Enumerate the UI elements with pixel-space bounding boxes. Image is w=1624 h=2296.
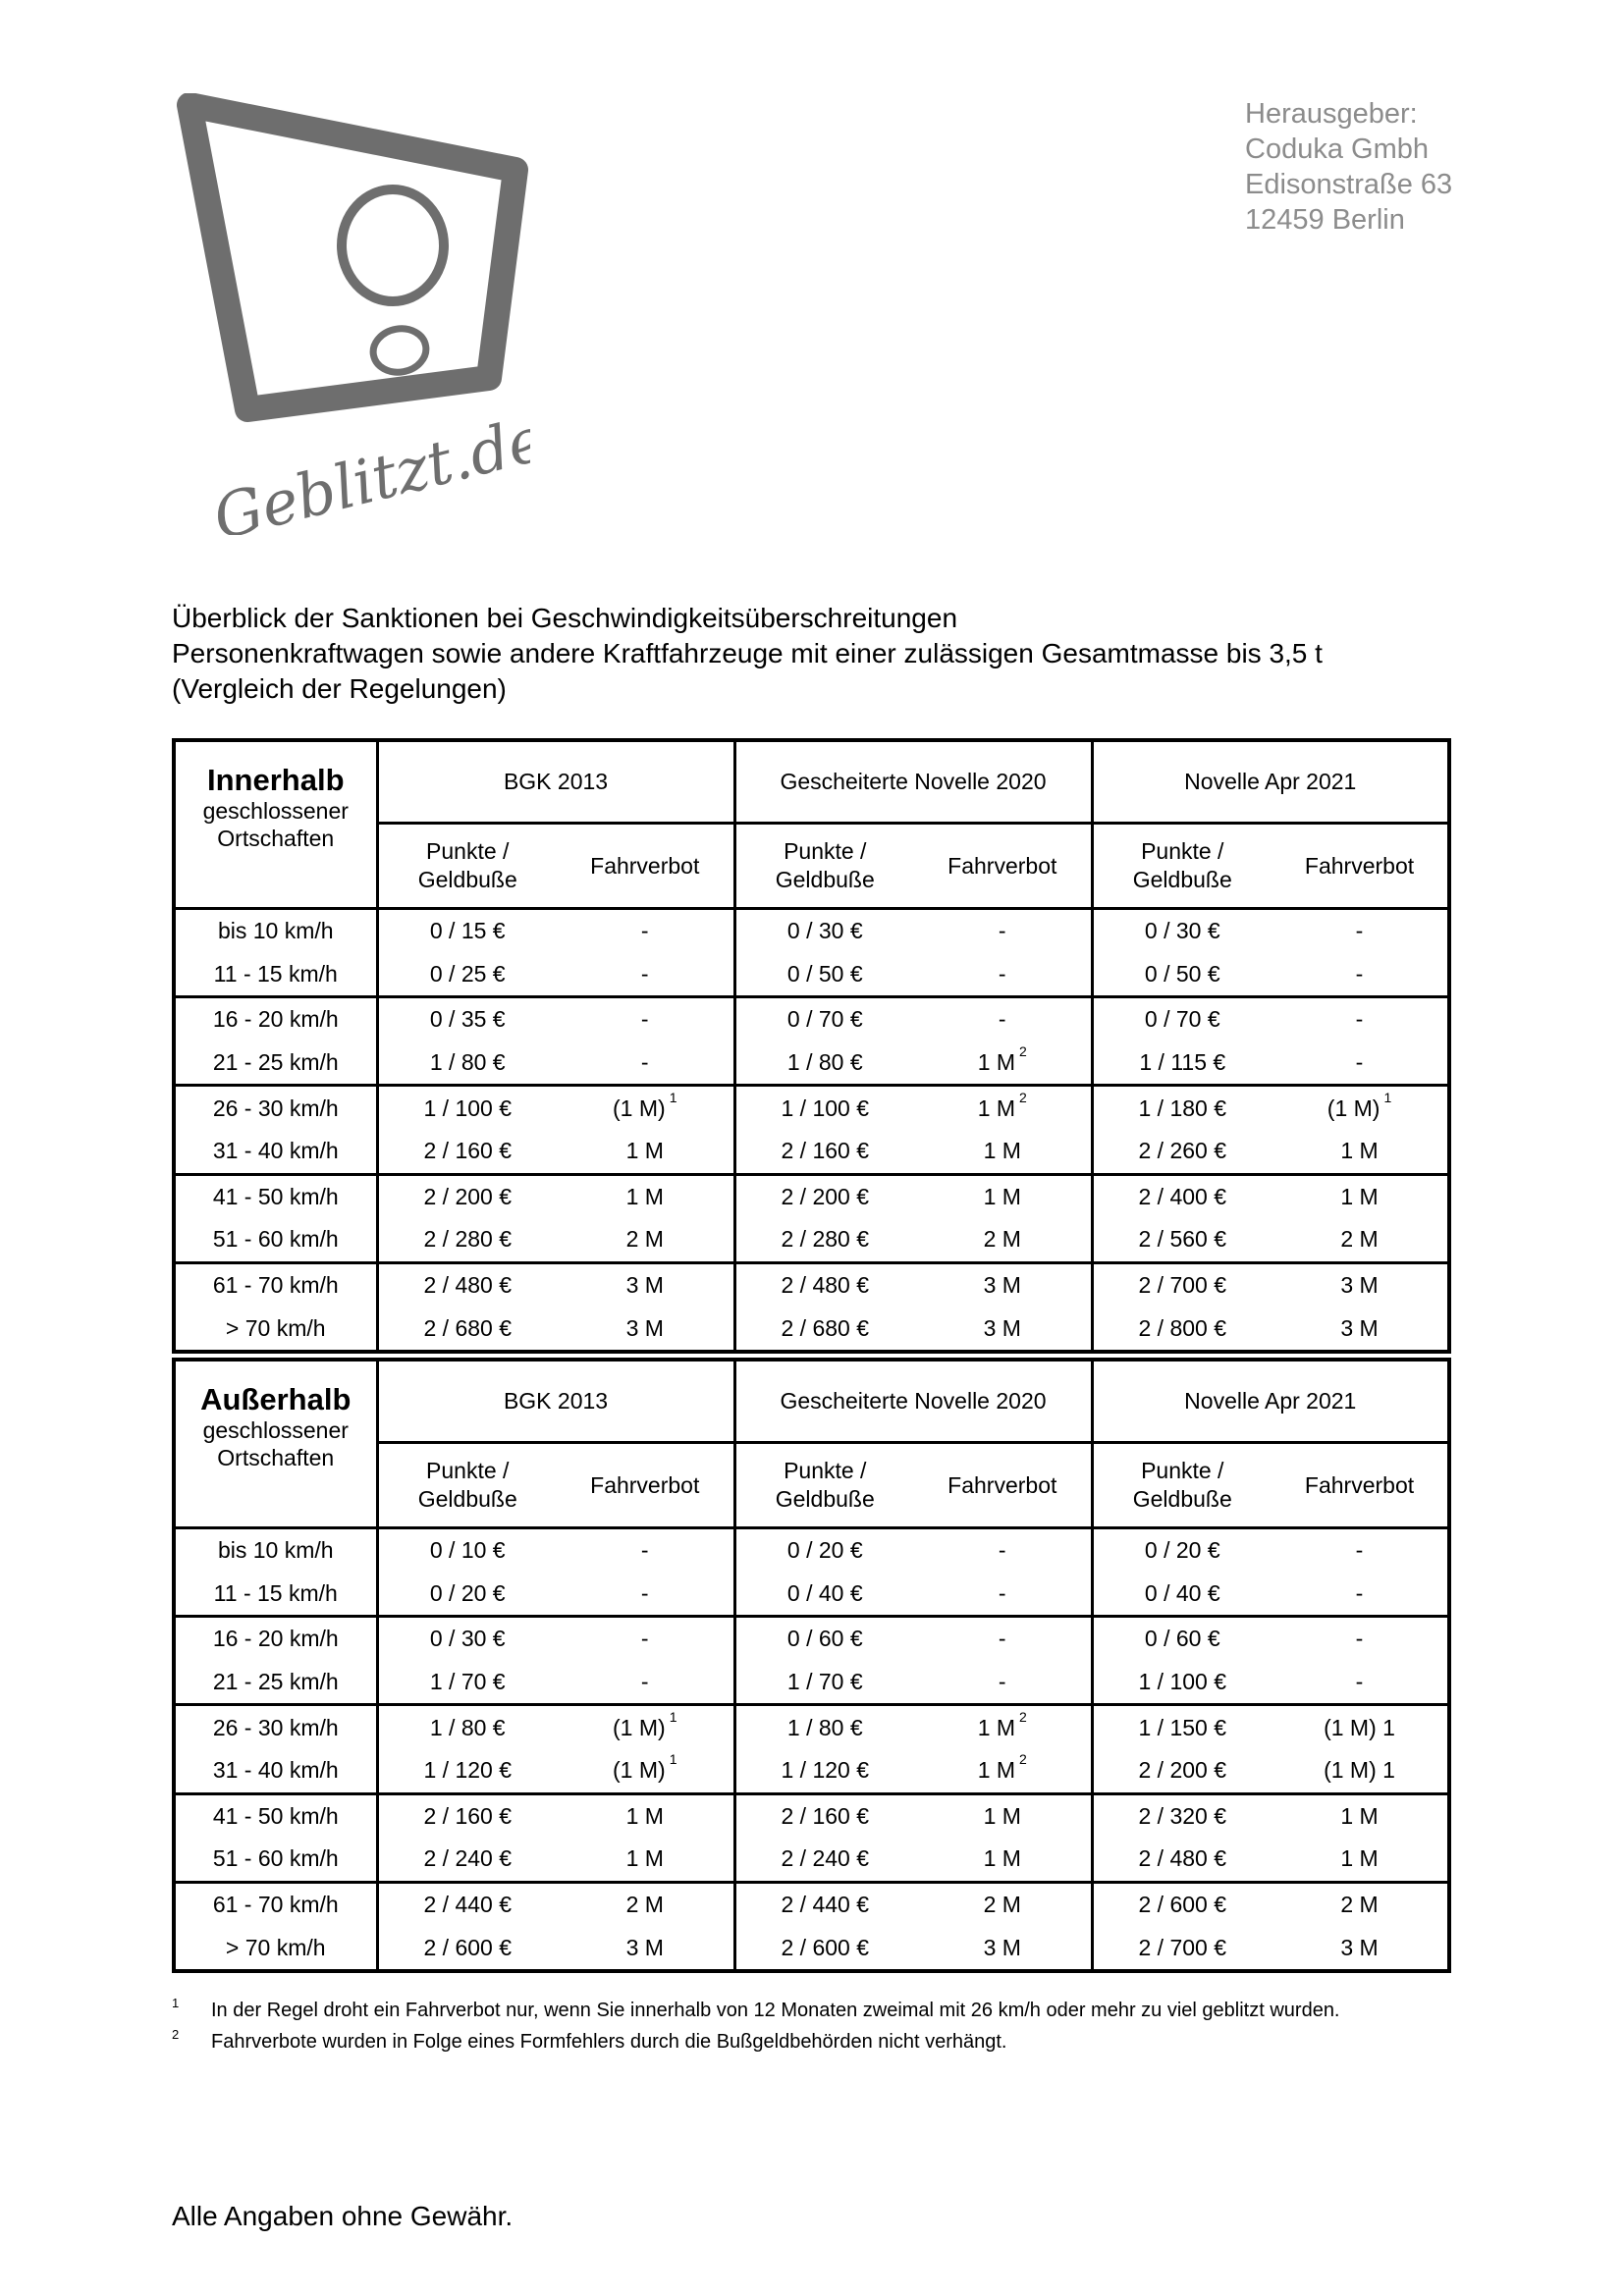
speed-range: 21 - 25 km/h xyxy=(174,1041,377,1086)
column-header-ban: Fahrverbot xyxy=(557,824,734,909)
ban-value: - xyxy=(1355,1579,1364,1606)
table-row xyxy=(174,953,1449,997)
fine-cell: 1 / 80 € xyxy=(377,1041,557,1086)
ban-cell xyxy=(914,1041,1092,1086)
ban-value: - xyxy=(1355,960,1364,987)
fine-cell: 0 / 70 € xyxy=(1144,1006,1220,1033)
ban-cell xyxy=(1272,1130,1449,1174)
fine-cell: 2 / 680 € xyxy=(734,1307,914,1352)
ban-cell xyxy=(557,997,734,1041)
fine-cell: 0 / 15 € xyxy=(429,918,506,944)
column-group-header: Gescheiterte Novelle 2020 xyxy=(734,1360,1092,1443)
area-title: Innerhalb xyxy=(206,763,345,797)
ban-value: - xyxy=(640,1579,649,1606)
table-row xyxy=(174,1749,1449,1793)
speed-range: bis 10 km/h xyxy=(174,1528,377,1573)
ban-value: 2 M xyxy=(1340,1892,1379,1918)
fine-cell: 0 / 10 € xyxy=(429,1537,506,1564)
fine-cell: 2 / 200 € xyxy=(781,1183,870,1209)
table-row xyxy=(174,1218,1449,1262)
fine-cell: 2 / 200 € xyxy=(423,1183,513,1209)
speed-range: 41 - 50 km/h xyxy=(174,1793,377,1838)
fine-cell: 1 / 120 € xyxy=(734,1749,914,1793)
ban-value: 3 M xyxy=(1340,1272,1379,1299)
speed-range: 11 - 15 km/h xyxy=(174,1573,377,1617)
fine-cell: 1 / 115 € xyxy=(1092,1041,1272,1086)
ban-value: 1 M xyxy=(983,1845,1021,1872)
fine-cell: 0 / 50 € xyxy=(1092,953,1272,997)
ban-value: - xyxy=(640,1049,649,1076)
table-row xyxy=(174,1130,1449,1174)
ban-value: (1 M) xyxy=(1326,1095,1380,1121)
speed-range: 11 - 15 km/h xyxy=(174,953,377,997)
ban-value: - xyxy=(998,1579,1006,1606)
ban-cell xyxy=(914,1661,1092,1705)
fine-cell: 0 / 70 € xyxy=(786,1006,863,1033)
fine-cell: 2 / 400 € xyxy=(1138,1183,1227,1209)
column-header-fine xyxy=(734,824,914,909)
footnote-number: 1 xyxy=(172,1996,180,2010)
table-row xyxy=(174,1307,1449,1352)
fine-cell: 2 / 440 € xyxy=(423,1892,513,1918)
fine-cell: 2 / 680 € xyxy=(377,1307,557,1352)
ban-cell xyxy=(1272,1086,1449,1130)
ban-cell xyxy=(557,953,734,997)
ban-value: 1 M xyxy=(983,1802,1021,1829)
ban-cell xyxy=(1272,1882,1449,1926)
fine-cell: 2 / 160 € xyxy=(423,1802,513,1829)
area-subtitle-line2: Ortschaften xyxy=(217,826,335,851)
ban-cell xyxy=(1272,1793,1449,1838)
ban-cell xyxy=(557,1130,734,1174)
area-title: Außerhalb xyxy=(200,1382,352,1416)
ban-value: - xyxy=(1355,1537,1364,1564)
footnote-ref: 1 xyxy=(669,1751,677,1768)
ban-value: 1 M xyxy=(983,1183,1021,1209)
fine-cell: 2 / 160 € xyxy=(781,1802,870,1829)
fine-cell: 0 / 20 € xyxy=(786,1537,863,1564)
fine-cell: 2 / 480 € xyxy=(781,1272,870,1299)
ban-cell xyxy=(914,1749,1092,1793)
fine-cell: 1 / 180 € xyxy=(1138,1095,1227,1121)
column-header-fine xyxy=(1092,1443,1272,1528)
column-header-fine-line2: Geldbuße xyxy=(417,1486,517,1513)
ban-cell xyxy=(914,997,1092,1041)
column-header-fine xyxy=(377,824,557,909)
fine-cell: 1 / 80 € xyxy=(786,1714,863,1740)
area-subtitle xyxy=(176,797,376,852)
footnote-text: In der Regel droht ein Fahrverbot nur, wenn Sie innerhalb von 12 Monaten zweimal mit 26 km/h oder mehr zu viel geblitzt wurden. xyxy=(211,2000,1340,2021)
ban-value: (1 M) xyxy=(613,1095,666,1121)
ban-value: 1 M xyxy=(625,1802,664,1829)
ban-value: 1 M xyxy=(625,1183,664,1209)
column-header-fine-line1: Punkte / xyxy=(1141,838,1224,865)
ban-value: 2 M xyxy=(1340,1226,1379,1253)
ban-cell xyxy=(557,1838,734,1882)
fine-cell: 2 / 480 € xyxy=(423,1272,513,1299)
ban-cell xyxy=(1272,1307,1449,1352)
fine-cell: 0 / 25 € xyxy=(377,953,557,997)
ban-cell xyxy=(914,1086,1092,1130)
ban-value: - xyxy=(998,1669,1006,1695)
fine-cell: 0 / 60 € xyxy=(1144,1626,1220,1652)
table-row xyxy=(174,909,1449,953)
fine-cell: 2 / 600 € xyxy=(1138,1892,1227,1918)
area-subtitle-line1: geschlossener xyxy=(202,798,349,824)
fine-cell: 2 / 240 € xyxy=(377,1838,557,1882)
table-row xyxy=(174,1617,1449,1661)
fine-cell: 1 / 150 € xyxy=(1138,1714,1227,1740)
ban-value: - xyxy=(998,1537,1006,1564)
speed-range: 61 - 70 km/h xyxy=(174,1262,377,1307)
ban-cell xyxy=(914,1882,1092,1926)
fine-cell: 2 / 600 € xyxy=(734,1926,914,1971)
column-header-fine xyxy=(1092,824,1272,909)
ban-cell xyxy=(1272,1573,1449,1617)
column-header-fine-line1: Punkte / xyxy=(426,1458,510,1484)
ban-cell xyxy=(557,1705,734,1749)
ban-value: (1 M) 1 xyxy=(1324,1714,1395,1740)
ban-cell xyxy=(557,909,734,953)
table-row xyxy=(174,1041,1449,1086)
speed-range: 31 - 40 km/h xyxy=(174,1130,377,1174)
heading-note: (Vergleich der Regelungen) xyxy=(172,673,507,704)
column-header-ban: Fahrverbot xyxy=(914,824,1092,909)
column-header-fine-line1: Punkte / xyxy=(1141,1458,1224,1484)
speed-range: > 70 km/h xyxy=(174,1926,377,1971)
fine-cell: 1 / 70 € xyxy=(734,1661,914,1705)
ban-cell xyxy=(557,1661,734,1705)
fine-cell: 2 / 240 € xyxy=(734,1838,914,1882)
fine-cell: 2 / 280 € xyxy=(734,1218,914,1262)
ban-cell xyxy=(914,1793,1092,1838)
publisher-company: Coduka Gmbh xyxy=(1245,133,1429,165)
ban-cell xyxy=(1272,1838,1449,1882)
ban-value: - xyxy=(1355,1049,1364,1076)
fine-cell: 0 / 20 € xyxy=(1144,1537,1220,1564)
ban-value: (1 M) xyxy=(613,1714,666,1740)
footnote-ref: 1 xyxy=(669,1089,677,1105)
table-row xyxy=(174,1661,1449,1705)
ban-value: - xyxy=(640,960,649,987)
ban-cell xyxy=(557,1793,734,1838)
column-header-fine xyxy=(734,1443,914,1528)
ban-cell xyxy=(1272,1926,1449,1971)
ban-value: 3 M xyxy=(983,1272,1021,1299)
ban-cell xyxy=(557,1174,734,1218)
column-header-fine-line1: Punkte / xyxy=(784,1458,867,1484)
ban-value: - xyxy=(640,1669,649,1695)
ban-value: 1 M xyxy=(977,1095,1016,1121)
ban-cell xyxy=(557,1617,734,1661)
ban-cell xyxy=(914,1528,1092,1573)
speed-range: > 70 km/h xyxy=(174,1307,377,1352)
heading-scope: Personenkraftwagen sowie andere Kraftfahrzeuge mit einer zulässigen Gesamtmasse bis 3,5 t xyxy=(172,638,1323,668)
ban-cell xyxy=(557,1573,734,1617)
ban-cell xyxy=(914,1262,1092,1307)
column-header-fine-line2: Geldbuße xyxy=(1132,867,1232,893)
table-row xyxy=(174,1926,1449,1971)
document-heading xyxy=(172,601,1323,707)
column-header-fine-line1: Punkte / xyxy=(426,838,510,865)
ban-cell xyxy=(1272,1749,1449,1793)
footnote-ref: 2 xyxy=(1019,1089,1027,1105)
ban-value: 2 M xyxy=(983,1226,1021,1253)
column-group-header: Novelle Apr 2021 xyxy=(1092,740,1449,824)
logo-text: Geblitzt.de xyxy=(206,401,530,535)
column-header-fine-line2: Geldbuße xyxy=(775,867,875,893)
ban-cell xyxy=(1272,1661,1449,1705)
ban-value: 1 M xyxy=(1340,1138,1379,1164)
ban-cell xyxy=(557,1307,734,1352)
speed-range: 31 - 40 km/h xyxy=(174,1749,377,1793)
ban-cell xyxy=(557,1218,734,1262)
footnote-ref: 2 xyxy=(1019,1043,1027,1060)
ban-cell xyxy=(557,1262,734,1307)
publisher-label: Herausgeber: xyxy=(1245,98,1418,130)
fine-cell: 0 / 35 € xyxy=(429,1006,506,1033)
ban-cell xyxy=(557,1086,734,1130)
ban-value: 1 M xyxy=(625,1845,664,1872)
ban-value: - xyxy=(640,1537,649,1564)
ban-cell xyxy=(1272,953,1449,997)
fine-cell: 1 / 120 € xyxy=(377,1749,557,1793)
footnote-1 xyxy=(172,1995,1340,2026)
speed-range: 21 - 25 km/h xyxy=(174,1661,377,1705)
column-group-header: BGK 2013 xyxy=(377,740,734,824)
ban-value: - xyxy=(998,960,1006,987)
area-subtitle xyxy=(176,1416,376,1471)
table-row xyxy=(174,997,1449,1041)
footnote-number: 2 xyxy=(172,2027,180,2042)
ban-value: 3 M xyxy=(983,1314,1021,1341)
footnote-text: Fahrverbote wurden in Folge eines Formfehlers durch die Bußgeldbehörden nicht verhängt. xyxy=(211,2031,1007,2053)
table-row xyxy=(174,1882,1449,1926)
speed-range: 51 - 60 km/h xyxy=(174,1218,377,1262)
fine-cell: 2 / 600 € xyxy=(377,1926,557,1971)
footnote-ref: 2 xyxy=(1019,1708,1027,1725)
fine-cell: 0 / 30 € xyxy=(786,918,863,944)
ban-cell xyxy=(557,1749,734,1793)
table-row xyxy=(174,1793,1449,1838)
ban-value: 1 M xyxy=(977,1714,1016,1740)
publisher-address xyxy=(1245,96,1452,238)
fine-cell: 2 / 560 € xyxy=(1092,1218,1272,1262)
area-subtitle-line2: Ortschaften xyxy=(217,1445,335,1470)
column-header-ban: Fahrverbot xyxy=(914,1443,1092,1528)
ban-cell xyxy=(914,1705,1092,1749)
ban-value: 2 M xyxy=(625,1892,664,1918)
speed-range: 61 - 70 km/h xyxy=(174,1882,377,1926)
fine-cell: 1 / 100 € xyxy=(1092,1661,1272,1705)
table-row xyxy=(174,1573,1449,1617)
ban-cell xyxy=(914,909,1092,953)
fine-cell: 0 / 20 € xyxy=(377,1573,557,1617)
column-group-header: Gescheiterte Novelle 2020 xyxy=(734,740,1092,824)
footnote-ref: 2 xyxy=(1019,1751,1027,1768)
ban-value: - xyxy=(1355,1669,1364,1695)
ban-value: - xyxy=(998,918,1006,944)
heading-title: Überblick der Sanktionen bei Geschwindigkeitsüberschreitungen xyxy=(172,603,958,633)
ban-value: 3 M xyxy=(983,1934,1021,1960)
table-row xyxy=(174,1705,1449,1749)
speed-range: 41 - 50 km/h xyxy=(174,1174,377,1218)
speed-range: 16 - 20 km/h xyxy=(174,997,377,1041)
ban-value: - xyxy=(998,1626,1006,1652)
ban-cell xyxy=(557,1041,734,1086)
footnotes xyxy=(172,1995,1340,2057)
fine-cell: 1 / 80 € xyxy=(429,1714,506,1740)
ban-cell xyxy=(914,1174,1092,1218)
fine-cell: 2 / 280 € xyxy=(377,1218,557,1262)
footnote-ref: 1 xyxy=(1383,1089,1392,1105)
column-header-fine-line2: Geldbuße xyxy=(775,1486,875,1513)
ban-cell xyxy=(1272,1528,1449,1573)
fine-cell: 2 / 320 € xyxy=(1138,1802,1227,1829)
ban-value: 2 M xyxy=(625,1226,664,1253)
table-row xyxy=(174,1086,1449,1130)
column-header-fine-line2: Geldbuße xyxy=(417,867,517,893)
table-corner-header xyxy=(174,1360,377,1528)
column-header-fine-line1: Punkte / xyxy=(784,838,867,865)
column-header-ban: Fahrverbot xyxy=(1272,1443,1449,1528)
ban-value: - xyxy=(640,1006,649,1033)
fine-cell: 1 / 100 € xyxy=(423,1095,513,1121)
ban-cell xyxy=(914,1130,1092,1174)
ban-value: (1 M) xyxy=(613,1757,666,1784)
ban-value: 3 M xyxy=(1340,1934,1379,1960)
ban-cell xyxy=(914,1617,1092,1661)
ban-cell xyxy=(1272,909,1449,953)
ban-value: (1 M) 1 xyxy=(1324,1757,1395,1784)
ban-cell xyxy=(1272,1617,1449,1661)
ban-cell xyxy=(914,1307,1092,1352)
fine-cell: 0 / 30 € xyxy=(429,1626,506,1652)
ban-cell xyxy=(557,1528,734,1573)
fine-cell: 0 / 50 € xyxy=(734,953,914,997)
ban-cell xyxy=(914,1926,1092,1971)
ban-value: 3 M xyxy=(1340,1314,1379,1341)
ban-cell xyxy=(914,1218,1092,1262)
column-header-fine xyxy=(377,1443,557,1528)
ban-cell xyxy=(1272,1705,1449,1749)
column-header-ban: Fahrverbot xyxy=(1272,824,1449,909)
fine-cell: 1 / 70 € xyxy=(377,1661,557,1705)
ban-cell xyxy=(1272,997,1449,1041)
ban-cell xyxy=(557,1926,734,1971)
table-corner-header xyxy=(174,740,377,909)
ban-value: 1 M xyxy=(977,1757,1016,1784)
ban-cell xyxy=(914,953,1092,997)
fine-cell: 0 / 30 € xyxy=(1144,918,1220,944)
ban-cell xyxy=(1272,1218,1449,1262)
fine-cell: 2 / 480 € xyxy=(1092,1838,1272,1882)
fine-cell: 2 / 700 € xyxy=(1138,1272,1227,1299)
fine-cell: 2 / 440 € xyxy=(781,1892,870,1918)
fine-cell: 1 / 80 € xyxy=(734,1041,914,1086)
ban-value: 1 M xyxy=(977,1049,1016,1076)
speed-range: 26 - 30 km/h xyxy=(174,1086,377,1130)
table-ausserorts xyxy=(172,1358,1451,1973)
footnote-2 xyxy=(172,2026,1340,2057)
publisher-city: 12459 Berlin xyxy=(1245,204,1405,236)
footnote-ref: 1 xyxy=(669,1708,677,1725)
ban-value: 3 M xyxy=(625,1272,664,1299)
ban-value: - xyxy=(1355,1006,1364,1033)
fine-cell: 2 / 160 € xyxy=(377,1130,557,1174)
speed-range: 51 - 60 km/h xyxy=(174,1838,377,1882)
fine-cell: 0 / 40 € xyxy=(1092,1573,1272,1617)
ban-value: - xyxy=(640,918,649,944)
ban-value: - xyxy=(1355,918,1364,944)
speed-range: 16 - 20 km/h xyxy=(174,1617,377,1661)
disclaimer: Alle Angaben ohne Gewähr. xyxy=(172,2201,514,2231)
fine-cell: 2 / 700 € xyxy=(1092,1926,1272,1971)
column-header-ban: Fahrverbot xyxy=(557,1443,734,1528)
table-row xyxy=(174,1262,1449,1307)
ban-value: - xyxy=(1355,1626,1364,1652)
column-group-header: Novelle Apr 2021 xyxy=(1092,1360,1449,1443)
table-innerorts xyxy=(172,738,1451,1354)
ban-value: 1 M xyxy=(1340,1183,1379,1209)
column-header-fine-line2: Geldbuße xyxy=(1132,1486,1232,1513)
fine-cell: 2 / 260 € xyxy=(1092,1130,1272,1174)
ban-cell xyxy=(914,1573,1092,1617)
table-row xyxy=(174,1528,1449,1573)
table-row xyxy=(174,1174,1449,1218)
fine-cell: 0 / 40 € xyxy=(734,1573,914,1617)
geblitzt-logo xyxy=(177,93,530,535)
column-group-header: BGK 2013 xyxy=(377,1360,734,1443)
area-subtitle-line1: geschlossener xyxy=(202,1417,349,1443)
ban-value: 1 M xyxy=(983,1138,1021,1164)
ban-value: - xyxy=(640,1626,649,1652)
ban-value: - xyxy=(998,1006,1006,1033)
speed-range: bis 10 km/h xyxy=(174,909,377,953)
fine-cell: 2 / 800 € xyxy=(1092,1307,1272,1352)
ban-cell xyxy=(1272,1262,1449,1307)
speed-camera-icon xyxy=(177,93,530,535)
ban-value: 3 M xyxy=(625,1934,664,1960)
ban-value: 1 M xyxy=(1340,1845,1379,1872)
ban-cell xyxy=(557,1882,734,1926)
fine-cell: 1 / 100 € xyxy=(781,1095,870,1121)
ban-value: 3 M xyxy=(625,1314,664,1341)
table-row xyxy=(174,1838,1449,1882)
fine-cell: 2 / 200 € xyxy=(1092,1749,1272,1793)
ban-cell xyxy=(1272,1041,1449,1086)
ban-cell xyxy=(914,1838,1092,1882)
ban-cell xyxy=(1272,1174,1449,1218)
publisher-street: Edisonstraße 63 xyxy=(1245,169,1453,200)
ban-value: 2 M xyxy=(983,1892,1021,1918)
fine-cell: 2 / 160 € xyxy=(734,1130,914,1174)
fine-cell: 0 / 60 € xyxy=(786,1626,863,1652)
ban-value: 1 M xyxy=(1340,1802,1379,1829)
ban-value: 1 M xyxy=(625,1138,664,1164)
speed-range: 26 - 30 km/h xyxy=(174,1705,377,1749)
